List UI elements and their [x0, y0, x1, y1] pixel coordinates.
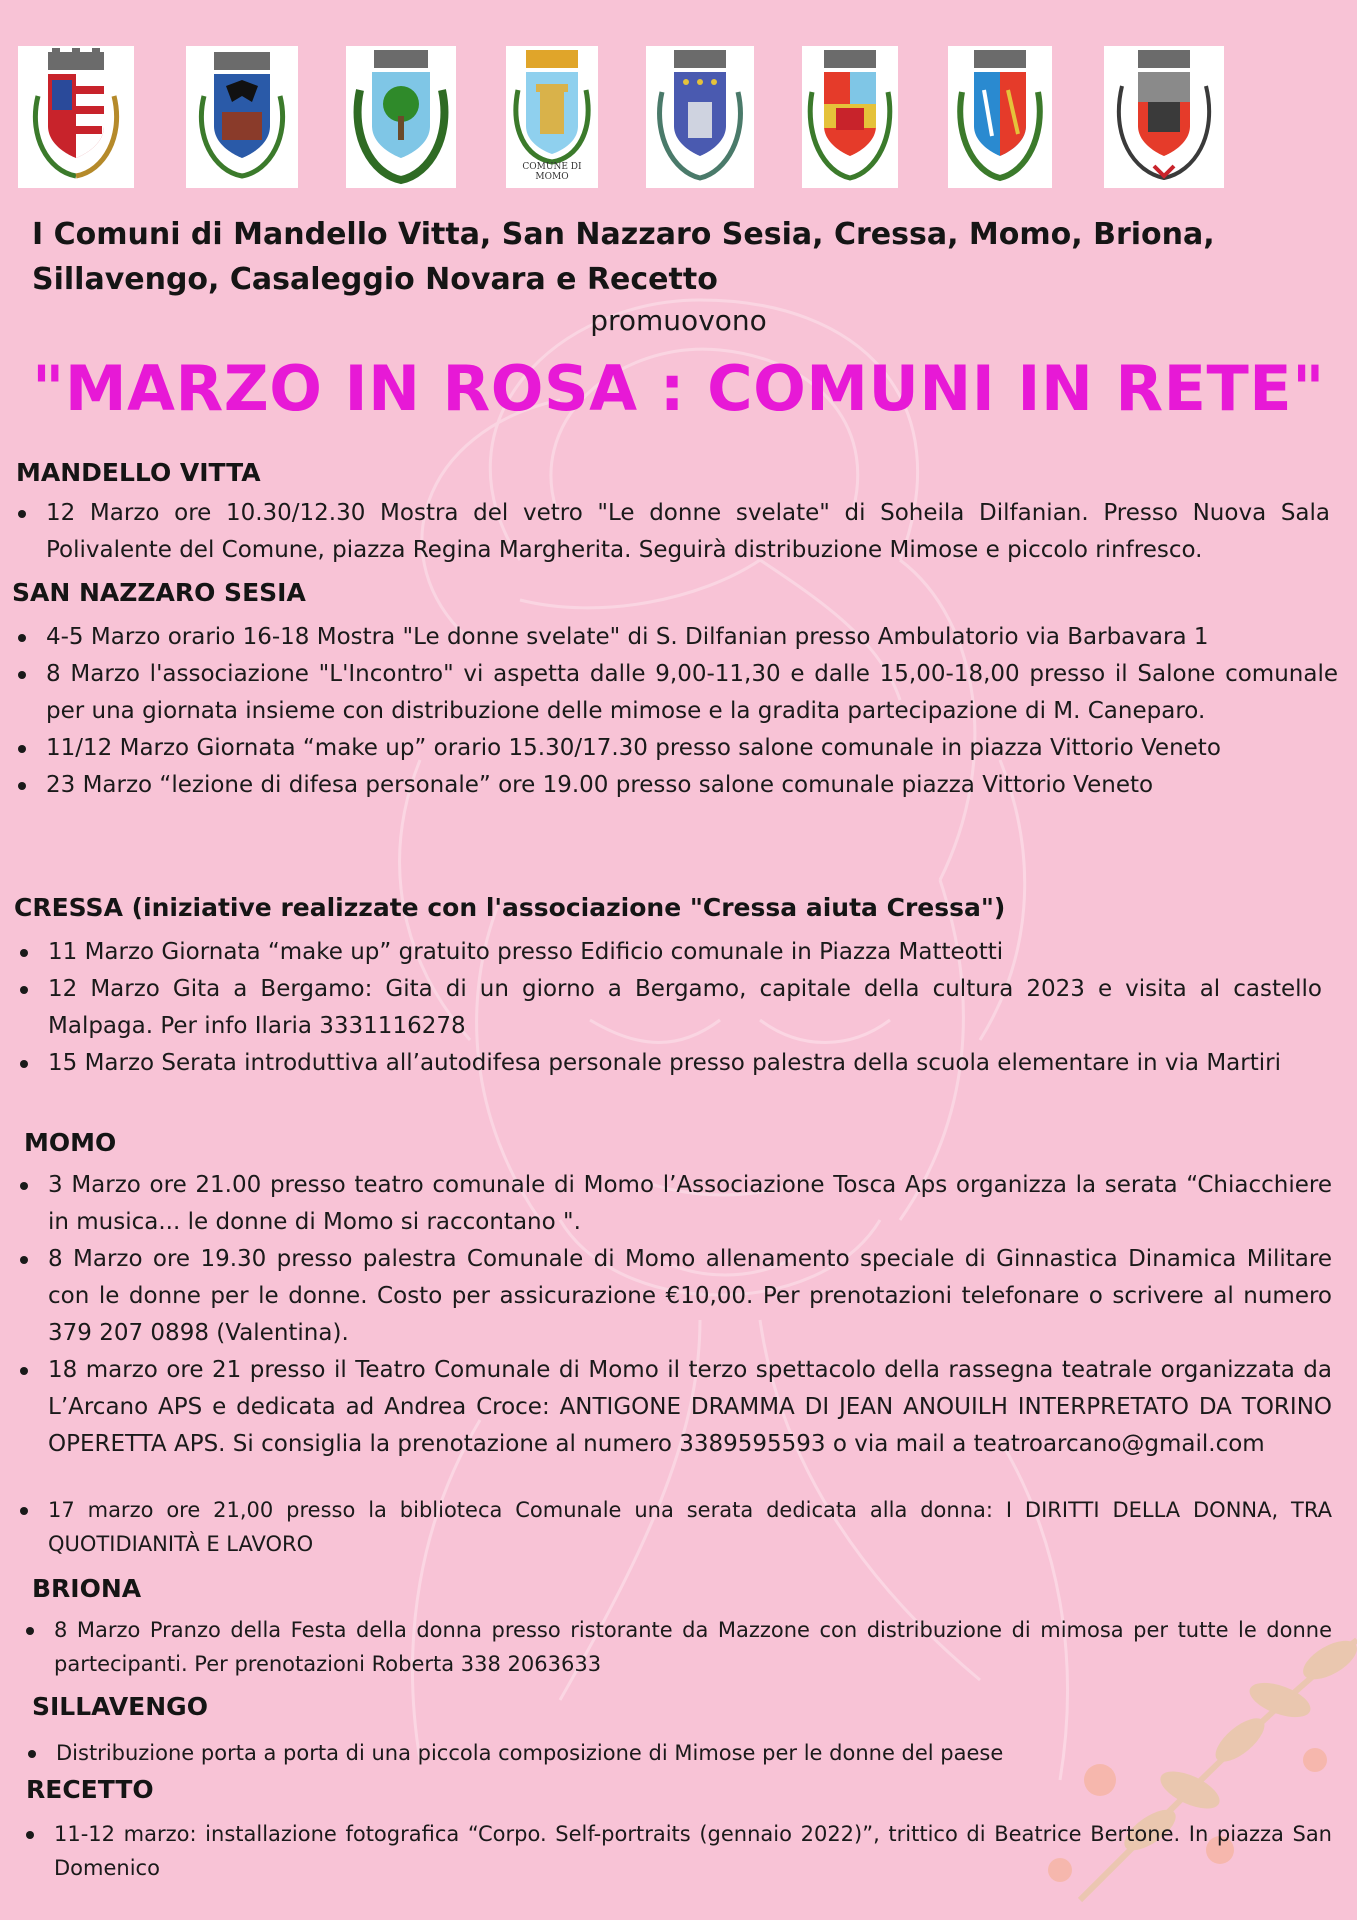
list-briona	[22, 1613, 1332, 1681]
list-item: 11 Marzo Giornata “make up” gratuito presso Edificio comunale in Piazza Matteotti	[16, 934, 1322, 971]
section-heading-mandello-vitta: MANDELLO VITTA	[16, 458, 261, 487]
list-item: 8 Marzo Pranzo della Festa della donna presso ristorante da Mazzone con distribuzione di mimosa per tutte le donne partecipanti. Per prenotazioni Roberta 338 2063633	[22, 1613, 1332, 1681]
section-heading-recetto: RECETTO	[26, 1775, 154, 1804]
list-item: 18 marzo ore 21 presso il Teatro Comunale di Momo il terzo spettacolo della rassegna teatrale organizzata da L’Arcano APS e dedicata ad Andrea Croce: ANTIGONE DRAMMA DI JEAN ANOUILH INTERPRETATO DA TORINO OPERETTA APS. Si consiglia la prenotazione al numero 3389595593 o via mail a teatroarcano@gmail.com	[16, 1352, 1332, 1463]
list-item: 8 Marzo ore 19.30 presso palestra Comunale di Momo allenamento speciale di Ginnastica Dinamica Militare con le donne per le donne. Costo per assicurazione €10,00. Per prenotazioni telefonare o scrivere al numero 379 207 0898 (Valentina).	[16, 1241, 1332, 1352]
list-mandello-vitta	[14, 495, 1330, 569]
section-heading-briona: BRIONA	[32, 1574, 142, 1603]
list-sillavengo	[24, 1736, 1324, 1770]
list-item: 11-12 marzo: installazione fotografica “Corpo. Self-portraits (gennaio 2022)”, trittico di Beatrice Bertone. In piazza San Domenico	[22, 1817, 1332, 1885]
intro-line-1: I Comuni di Mandello Vitta, San Nazzaro Sesia, Cressa, Momo, Briona,	[32, 217, 1215, 252]
main-title: "MARZO IN ROSA : COMUNI IN RETE"	[32, 352, 1325, 425]
intro-line-2: Sillavengo, Casaleggio Novara e Recetto	[32, 262, 718, 297]
list-momo	[16, 1167, 1332, 1463]
section-heading-san-nazzaro-sesia: SAN NAZZARO SESIA	[12, 578, 306, 607]
list-item: 17 marzo ore 21,00 presso la biblioteca Comunale una serata dedicata alla donna: I DIRITTI DELLA DONNA, TRA QUOTIDIANITÀ E LAVORO	[16, 1493, 1332, 1561]
section-heading-sillavengo: SILLAVENGO	[32, 1692, 208, 1721]
intro-text	[32, 212, 1282, 302]
crest-recetto-icon	[1104, 46, 1224, 188]
promuovono-text: promuovono	[590, 304, 767, 337]
list-item: 4-5 Marzo orario 16-18 Mostra "Le donne svelate" di S. Dilfanian presso Ambulatorio via Barbavara 1	[14, 619, 1338, 656]
crest-san-nazzaro-sesia-icon	[186, 46, 298, 188]
list-item: 11/12 Marzo Giornata “make up” orario 15.30/17.30 presso salone comunale in piazza Vittorio Veneto	[14, 730, 1338, 767]
list-item: 12 Marzo Gita a Bergamo: Gita di un giorno a Bergamo, capitale della cultura 2023 e visita al castello Malpaga. Per info Ilaria 3331116278	[16, 971, 1322, 1045]
list-item: Distribuzione porta a porta di una piccola composizione di Mimose per le donne del paese	[24, 1736, 1324, 1770]
list-item: 3 Marzo ore 21.00 presso teatro comunale di Momo l’Associazione Tosca Aps organizza la serata “Chiacchiere in musica... le donne di Momo si raccontano ".	[16, 1167, 1332, 1241]
list-item: 15 Marzo Serata introduttiva all’autodifesa personale presso palestra della scuola elementare in via Martiri	[16, 1045, 1322, 1082]
list-recetto	[22, 1817, 1332, 1885]
list-item: 8 Marzo l'associazione "L'Incontro" vi aspetta dalle 9,00-11,30 e dalle 15,00-18,00 presso il Salone comunale per una giornata insieme con distribuzione delle mimose e la gradita partecipazione di M. Caneparo.	[14, 656, 1338, 730]
list-item: 23 Marzo “lezione di difesa personale” ore 19.00 presso salone comunale piazza Vittorio Veneto	[14, 767, 1338, 804]
crest-momo-caption: COMUNE DI MOMO	[522, 162, 582, 182]
section-heading-cressa: CRESSA (iniziative realizzate con l'associazione "Cressa aiuta Cressa")	[14, 893, 1006, 922]
crest-momo-icon	[506, 46, 598, 188]
list-item: 12 Marzo ore 10.30/12.30 Mostra del vetro "Le donne svelate" di Soheila Dilfanian. Presso Nuova Sala Polivalente del Comune, piazza Regina Margherita. Seguirà distribuzione Mimose e piccolo rinfresco.	[14, 495, 1330, 569]
list-cressa	[16, 934, 1322, 1082]
crest-casaleggio-novara-icon	[948, 46, 1052, 188]
crest-briona-icon	[646, 46, 754, 188]
coats-of-arms-row	[18, 46, 1338, 196]
crest-mandello-vitta-icon	[18, 46, 134, 188]
list-momo-extra	[16, 1493, 1332, 1561]
crest-cressa-icon	[346, 46, 456, 188]
section-heading-momo: MOMO	[24, 1128, 117, 1157]
crest-sillavengo-icon	[802, 46, 898, 188]
list-san-nazzaro-sesia	[14, 619, 1338, 804]
